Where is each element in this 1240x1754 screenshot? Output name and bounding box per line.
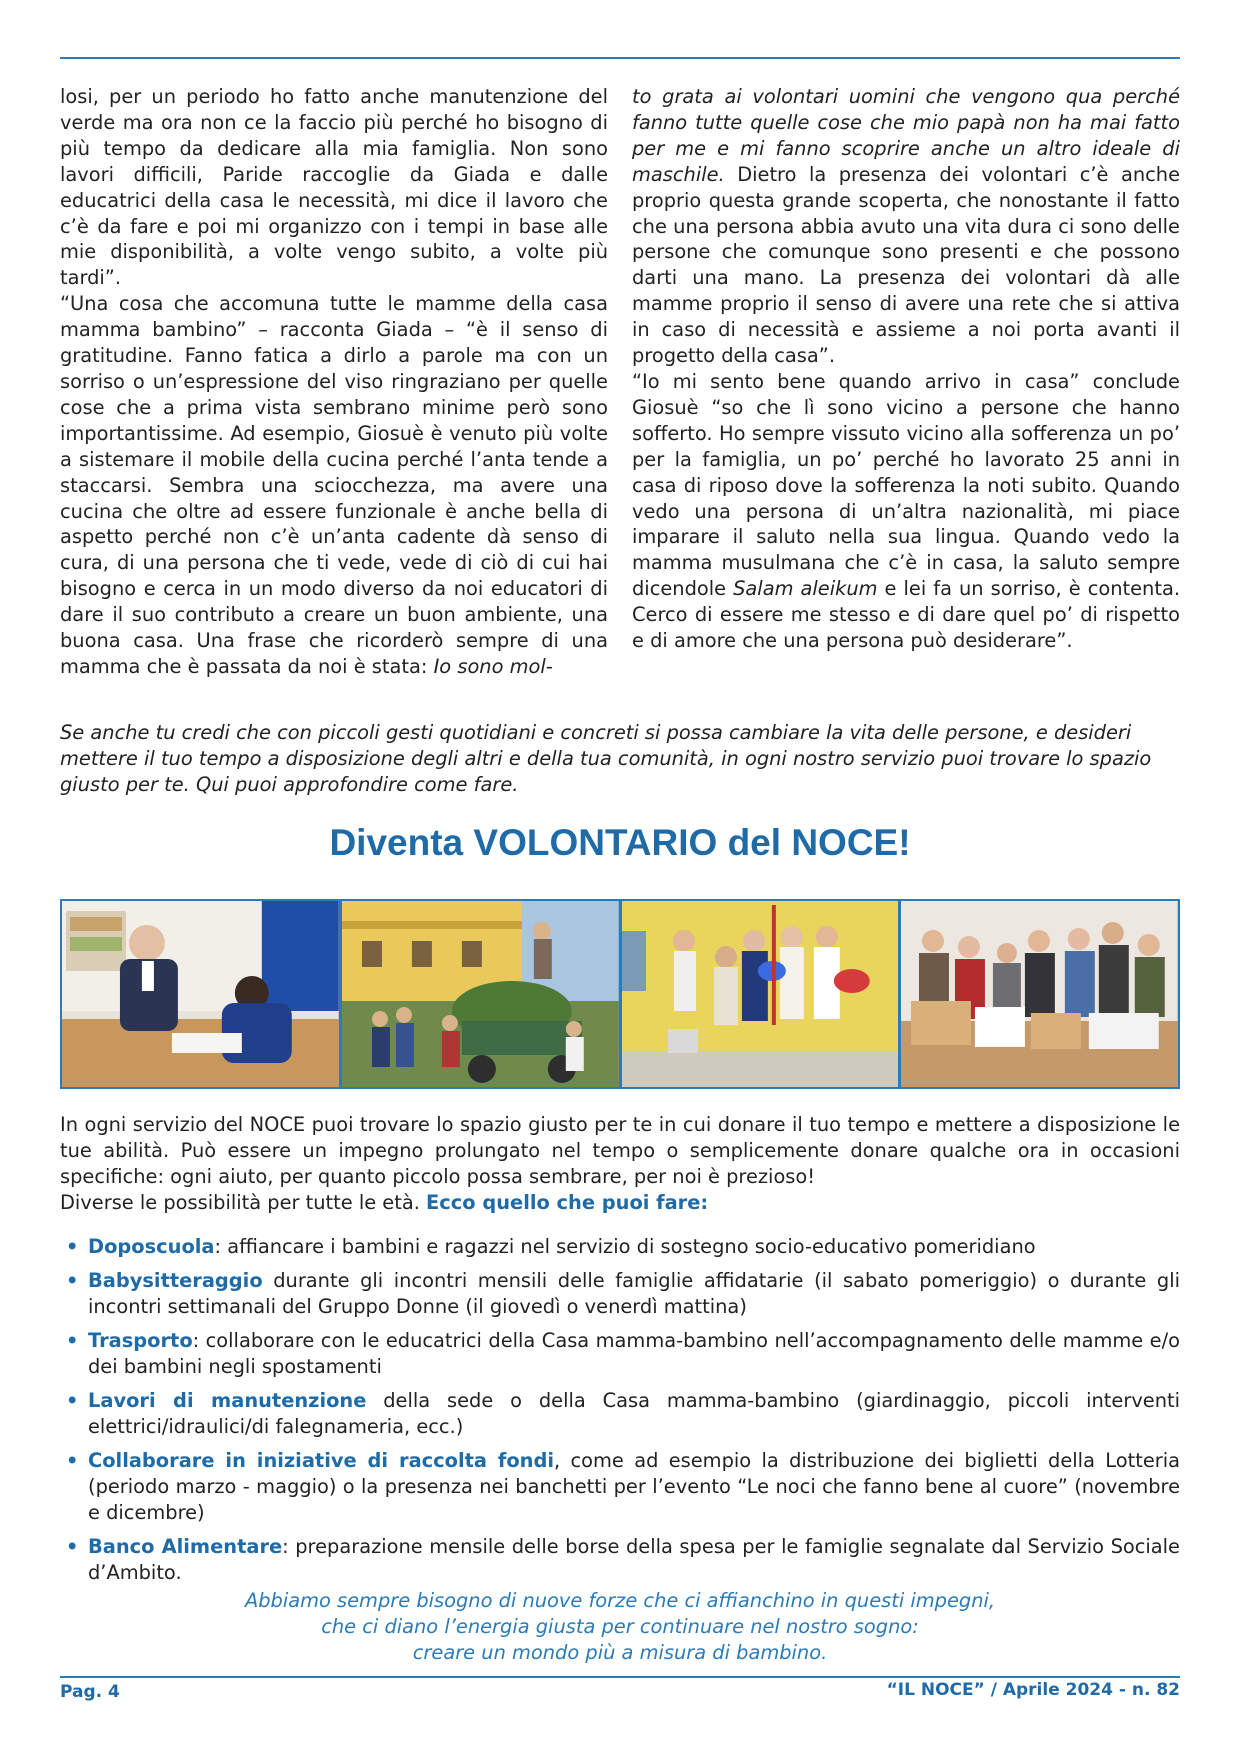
- list-item: • Doposcuola: affiancare i bambini e ragazzi nel servizio di sostegno socio-educativo pomeridiano: [66, 1235, 1036, 1258]
- bullet-icon: •: [66, 1329, 79, 1352]
- photo-tutoring: [62, 901, 339, 1087]
- greeting-italic: Salam aleikum: [733, 577, 878, 601]
- right-paragraph-2: “Io mi sento bene quando arrivo in casa” conclude Giosuè “so che lì sono vicino a persone che hanno sofferto. Ho sempre vissuto vicino alla sofferenza un po’ per la famiglia, un po’ perché ho lavorato 25 anni in casa di riposo dove la sofferenza la noti subito. Quando vedo una persona di un’altra nazionalità, mi piace imparare il saluto nella sua lingua. Quando vedo la mamma musulmana che c’è in casa, la saluto sempre dicendole Salam aleikum e lei fa un sorriso, è contenta. Cerco di essere me stesso e di dare quel po’ di rispetto e di amore che una persona può desiderare”.: [632, 369, 1180, 653]
- list-item: • Lavori di manutenzione della sede o della Casa mamma-bambino (giardinaggio, piccoli interventi elettrici/idraulici/di falegnameria, ecc.): [66, 1389, 1180, 1438]
- photo-food-bank: [901, 901, 1178, 1087]
- photo-gardening: [342, 901, 619, 1087]
- list-item: • Banco Alimentare: preparazione mensile delle borse della spesa per le famiglie segnalate dal Servizio Sociale d’Ambito.: [66, 1535, 1180, 1584]
- closing-message: [60, 1588, 1180, 1666]
- closing-line: che ci diano l’energia giusta per continuare nel nostro sogno:: [321, 1615, 919, 1638]
- bullet-icon: •: [66, 1235, 79, 1258]
- right-paragraph-1: to grata ai volontari uomini che vengono qua perché fanno tutte quelle cose che mio papà non ha mai fatto per me e mi fanno scoprire anche un altro ideale di maschile. Dietro la presenza dei volontari c’è anche proprio questa grande scoperta, che nonostante il fatto che una persona abbia avuto una vita dura ci sono delle persone che comunque sono presenti e che possono darti una mano. La presenza dei volontari dà alle mamme proprio il senso di avere una rete che si attiva in caso di necessità e assieme a noi porta avanti il progetto della casa”.: [632, 85, 1180, 368]
- volunteer-intro: [60, 1112, 1180, 1216]
- quote-italic-continue: to grata ai volontari uomini che vengono qua perché fanno tutte quelle cose che mio papà non ha mai fatto per me e mi fanno scoprire anche un altro ideale di maschile.: [632, 85, 1180, 186]
- bullet-icon: •: [66, 1389, 79, 1412]
- photo-strip: [60, 899, 1180, 1089]
- activities-list: [60, 1234, 1180, 1594]
- left-paragraph-2: “Una cosa che accomuna tutte le mamme della casa mamma bambino” – racconta Giada – “è il senso di gratitudine. Fanno fatica a dirlo a parole ma con un sorriso o un’espressione del viso ringraziano per quelle cose che a prima vista sembrano minime però sono importantissime. Ad esempio, Giosuè è venuto più volte a sistemare il mobile della cucina perché l’anta tende a staccarsi. Sembra una sciocchezza, ma avere una cucina che oltre ad essere funzionale è anche bella di aspetto perché non c’è un’anta cadente dà senso di cura, di una persona che ti vede, vede di ciò di cui hai bisogno e cerca in un modo diverso da noi educatori di dare il suo contributo a creare un buon ambiente, una buona casa. Una frase che ricorderò sempre di una mamma che è passata da noi è stata: Io sono mol-: [60, 292, 608, 678]
- left-column: [60, 84, 608, 710]
- right-column: [632, 84, 1180, 710]
- footer-rule: [60, 1676, 1180, 1678]
- issue-label: “IL NOCE” / Aprile 2024 - n. 82: [886, 1680, 1180, 1700]
- intro-line: Diverse le possibilità per tutte le età. Ecco quello che puoi fare:: [60, 1190, 709, 1214]
- page-number: Pag. 4: [60, 1682, 120, 1702]
- bullet-icon: •: [66, 1269, 79, 1292]
- left-paragraph-1: losi, per un periodo ho fatto anche manutenzione del verde ma ora non ce la faccio più perché ho bisogno di più tempo da dedicare alla mia famiglia. Non sono lavori difficili, Paride raccoglie da Giada e dalle educatrici della casa le necessità, mi dice il lavoro che c’è da fare e poi mi organizzo con i tempi in base alle mie disponibilità, a volte vengo subito, a volte più tardi”.: [60, 85, 608, 290]
- closing-line: Abbiamo sempre bisogno di nuove forze che ci affianchino in questi impegni,: [244, 1589, 996, 1612]
- section-title: Diventa VOLONTARIO del NOCE!: [329, 822, 911, 863]
- list-item: • Babysitteraggio durante gli incontri mensili delle famiglie affidatarie (il sabato pomeriggio) o durante gli incontri settimanali del Gruppo Donne (il giovedì o venerdì mattina): [66, 1269, 1180, 1318]
- article-columns: [60, 84, 1180, 710]
- list-item: • Trasporto: collaborare con le educatrici della Casa mamma-bambino nell’accompagnamento delle mamme e/o dei bambini negli spostamenti: [66, 1329, 1180, 1378]
- quote-italic-start: Io sono mol-: [433, 654, 553, 678]
- bullet-icon: •: [66, 1449, 79, 1472]
- top-rule: [60, 57, 1180, 59]
- closing-line: creare un mondo più a misura di bambino.: [412, 1641, 828, 1664]
- article-outro: Se anche tu credi che con piccoli gesti quotidiani e concreti si possa cambiare la vita delle persone, e desideri mettere il tuo tempo a disposizione degli altri e della tua comunità, in ogni nostro servizio puoi trovare lo spazio giusto per te. Qui puoi approfondire come fare.: [60, 721, 1152, 796]
- intro-paragraph: In ogni servizio del NOCE puoi trovare lo spazio giusto per te in cui donare il tuo tempo e mettere a disposizione le tue abilità. Può essere un impegno prolungato nel tempo o semplicemente donare qualche ora in occasioni specifiche: ogni aiuto, per quanto piccolo possa sembrare, per noi è prezioso!: [60, 1113, 1180, 1188]
- bullet-icon: •: [66, 1535, 79, 1558]
- intro-highlight: Ecco quello che puoi fare:: [426, 1190, 709, 1214]
- list-item: • Collaborare in iniziative di raccolta fondi, come ad esempio la distribuzione dei biglietti della Lotteria (periodo marzo - maggio) o la presenza nei banchetti per l’evento “Le noci che fanno bene al cuore” (novembre e dicembre): [66, 1449, 1180, 1524]
- photo-cleaning-volunteers: [622, 901, 899, 1087]
